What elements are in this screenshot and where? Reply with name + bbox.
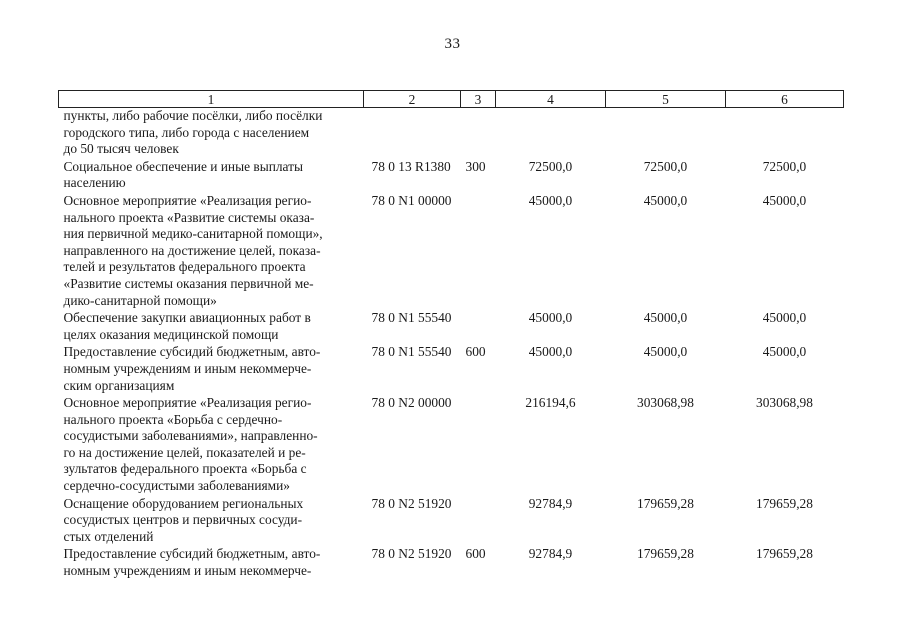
column-header-amount-1: 4 — [496, 91, 606, 108]
row-name-line: ским организациям — [63, 377, 175, 393]
row-name-cell — [59, 108, 364, 159]
row-code-cell: 78 0 N1 55540 — [371, 344, 452, 360]
row-name-line: «Развитие системы оказания первичной ме- — [63, 275, 314, 291]
row-amount-3-cell: 45000,0 — [762, 344, 807, 360]
row-name-line: целях оказания медицинской помощи — [63, 326, 279, 342]
row-name-line: го на достижение целей, показателей и ре- — [63, 444, 306, 460]
row-name-cell — [59, 310, 364, 344]
column-header-expense-type: 3 — [461, 91, 496, 108]
row-amount-2-cell: 303068,98 — [637, 395, 694, 411]
table-row — [59, 108, 844, 159]
row-name-line: Основное мероприятие «Реализация регио- — [63, 395, 312, 411]
row-name-line: Социальное обеспечение и иные выплаты — [63, 158, 304, 174]
row-name-line: сосудистыми заболеваниями», направленно- — [63, 428, 318, 444]
table-header-row — [59, 91, 844, 108]
row-amount-3-cell — [726, 108, 844, 159]
row-name-line: Обеспечение закупки авиационных работ в — [63, 310, 311, 326]
row-name-line: Предоставление субсидий бюджетным, авто- — [63, 546, 321, 562]
row-name-cell — [59, 395, 364, 496]
row-amount-2-cell: 45000,0 — [643, 310, 688, 326]
row-name-line: сосудистых центров и первичных сосуди- — [63, 512, 303, 528]
row-name-cell — [59, 496, 364, 547]
table-body — [59, 108, 844, 581]
row-amount-1-cell: 45000,0 — [528, 192, 573, 208]
row-expense-type-cell — [461, 395, 496, 496]
row-amount-1-cell: 45000,0 — [528, 310, 573, 326]
row-code-cell: 78 0 N1 55540 — [371, 310, 452, 326]
table-row — [59, 395, 844, 496]
row-name-line: городского типа, либо города с населением — [63, 124, 310, 140]
row-amount-3-cell: 72500,0 — [762, 158, 807, 174]
row-name-line: номным учреждениям и иным некоммерче- — [63, 360, 312, 376]
row-amount-2-cell: 179659,28 — [637, 495, 694, 511]
row-code-cell: 78 0 N2 00000 — [371, 395, 452, 411]
row-name-cell — [59, 159, 364, 193]
row-expense-type-cell — [461, 193, 496, 310]
row-code-cell: 78 0 N2 51920 — [371, 546, 452, 562]
row-expense-type-cell: 600 — [465, 344, 486, 360]
row-name-line: номным учреждениям и иным некоммерче- — [63, 563, 312, 579]
column-header-amount-3: 6 — [726, 91, 844, 108]
row-name-line: сердечно-сосудистыми заболеваниями» — [63, 478, 291, 494]
row-name-line: пункты, либо рабочие посёлки, либо посёлки — [63, 108, 323, 123]
row-name-line: телей и результатов федерального проекта — [63, 259, 306, 275]
row-amount-1-cell: 72500,0 — [528, 158, 573, 174]
row-name-line: ния первичной медико-санитарной помощи», — [63, 226, 323, 242]
row-amount-1-cell: 45000,0 — [528, 344, 573, 360]
row-amount-3-cell: 45000,0 — [762, 192, 807, 208]
row-code-cell: 78 0 13 R1380 — [371, 158, 451, 174]
row-amount-1-cell: 92784,9 — [528, 546, 573, 562]
table-row — [59, 159, 844, 193]
row-expense-type-cell — [461, 108, 496, 159]
row-amount-3-cell: 303068,98 — [756, 395, 813, 411]
table-row — [59, 546, 844, 580]
row-amount-3-cell: 179659,28 — [756, 495, 813, 511]
column-header-name: 1 — [59, 91, 364, 108]
row-name-line: Предоставление субсидий бюджетным, авто- — [63, 344, 321, 360]
table-row — [59, 344, 844, 395]
row-code-cell — [364, 108, 461, 159]
row-amount-2-cell: 45000,0 — [643, 192, 688, 208]
row-name-line: направленного на достижение целей, показа- — [63, 242, 321, 258]
row-name-cell — [59, 546, 364, 580]
row-code-cell: 78 0 N1 00000 — [371, 192, 452, 208]
table-row — [59, 496, 844, 547]
row-expense-type-cell: 600 — [465, 546, 486, 562]
column-header-amount-2: 5 — [606, 91, 726, 108]
budget-table — [58, 90, 844, 581]
row-name-line: Основное мероприятие «Реализация регио- — [63, 192, 312, 208]
row-code-cell: 78 0 N2 51920 — [371, 495, 452, 511]
row-amount-2-cell — [606, 108, 726, 159]
row-amount-2-cell: 179659,28 — [637, 546, 694, 562]
row-name-line: населению — [63, 175, 126, 191]
row-amount-2-cell: 45000,0 — [643, 344, 688, 360]
row-name-line: нального проекта «Борьба с сердечно- — [63, 411, 283, 427]
row-amount-3-cell: 179659,28 — [756, 546, 813, 562]
row-name-line: нального проекта «Развитие системы оказа- — [63, 209, 315, 225]
row-amount-3-cell: 45000,0 — [762, 310, 807, 326]
row-expense-type-cell — [461, 310, 496, 344]
row-name-cell — [59, 193, 364, 310]
row-amount-1-cell — [496, 108, 606, 159]
row-name-line: до 50 тысяч человек — [63, 141, 179, 157]
row-expense-type-cell — [461, 496, 496, 547]
row-amount-1-cell: 92784,9 — [528, 495, 573, 511]
row-name-line: дико-санитарной помощи» — [63, 292, 217, 308]
row-expense-type-cell: 300 — [465, 158, 486, 174]
row-amount-2-cell: 72500,0 — [643, 158, 688, 174]
column-header-code: 2 — [364, 91, 461, 108]
row-name-cell — [59, 344, 364, 395]
table-row — [59, 193, 844, 310]
table-row — [59, 310, 844, 344]
page-number: 33 — [444, 36, 461, 52]
row-name-line: зультатов федерального проекта «Борьба с — [63, 461, 307, 477]
row-amount-1-cell: 216194,6 — [525, 395, 576, 411]
row-name-line: Оснащение оборудованием региональных — [63, 495, 304, 511]
row-name-line: стых отделений — [63, 528, 154, 544]
